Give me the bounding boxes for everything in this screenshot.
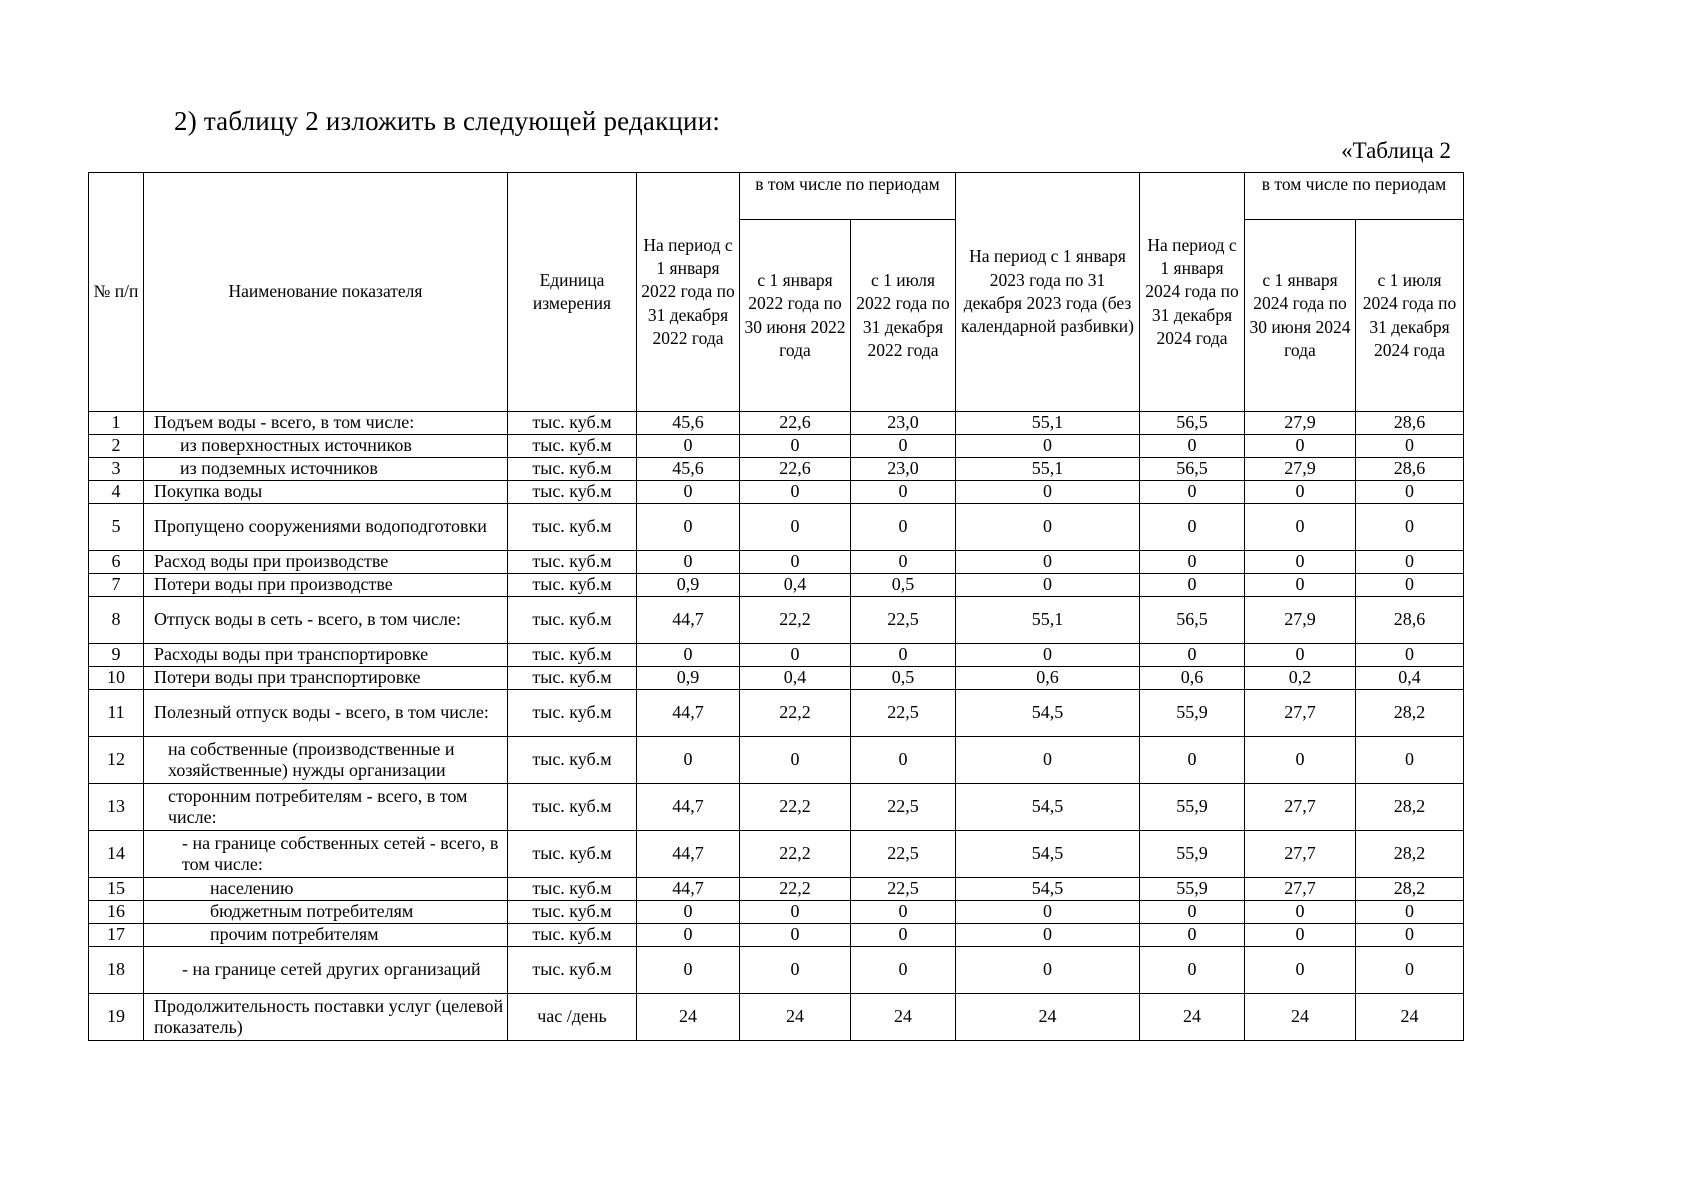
value-second-half-2022: 0 xyxy=(851,644,956,667)
value-2024: 0 xyxy=(1140,924,1245,947)
value-second-half-2024: 0,4 xyxy=(1356,667,1464,690)
value-2023: 0 xyxy=(956,901,1140,924)
value-2023: 0 xyxy=(956,737,1140,784)
table-row xyxy=(89,924,1464,947)
value-2023: 0 xyxy=(956,504,1140,551)
unit: тыс. куб.м xyxy=(508,458,637,481)
value-first-half-2024: 27,7 xyxy=(1245,831,1356,878)
value-2024: 55,9 xyxy=(1140,784,1245,831)
value-first-half-2024: 24 xyxy=(1245,994,1356,1041)
indicator-name: бюджетным потребителям xyxy=(144,901,508,924)
value-second-half-2024: 0 xyxy=(1356,574,1464,597)
value-first-half-2022: 0,4 xyxy=(740,667,851,690)
value-second-half-2022: 0 xyxy=(851,504,956,551)
value-2022: 44,7 xyxy=(637,878,740,901)
value-second-half-2022: 22,5 xyxy=(851,878,956,901)
value-first-half-2024: 0 xyxy=(1245,504,1356,551)
header-group-2022: в том числе по периодам xyxy=(740,173,956,220)
value-first-half-2024: 27,9 xyxy=(1245,458,1356,481)
value-first-half-2022: 0 xyxy=(740,947,851,994)
row-number: 4 xyxy=(89,481,144,504)
value-2022: 44,7 xyxy=(637,831,740,878)
value-second-half-2024: 28,6 xyxy=(1356,597,1464,644)
row-number: 6 xyxy=(89,551,144,574)
value-2022: 0 xyxy=(637,481,740,504)
value-2023: 54,5 xyxy=(956,784,1140,831)
table-row xyxy=(89,667,1464,690)
value-2023: 24 xyxy=(956,994,1140,1041)
row-number: 18 xyxy=(89,947,144,994)
table-row xyxy=(89,504,1464,551)
document-heading: 2) таблицу 2 изложить в следующей редакции: xyxy=(174,106,721,136)
indicator-name: - на границе сетей других организаций xyxy=(144,947,508,994)
value-2024: 0 xyxy=(1140,574,1245,597)
unit: тыс. куб.м xyxy=(508,435,637,458)
value-second-half-2022: 0,5 xyxy=(851,667,956,690)
indicator-name: Потери воды при транспортировке xyxy=(144,667,508,690)
value-2024: 0 xyxy=(1140,947,1245,994)
unit: тыс. куб.м xyxy=(508,504,637,551)
value-first-half-2022: 22,2 xyxy=(740,597,851,644)
value-second-half-2022: 0 xyxy=(851,947,956,994)
value-2024: 56,5 xyxy=(1140,458,1245,481)
table-row xyxy=(89,690,1464,737)
header-indicator-name: Наименование показателя xyxy=(144,173,508,412)
value-first-half-2022: 0 xyxy=(740,504,851,551)
header-unit: Единица измерения xyxy=(508,173,637,412)
value-first-half-2024: 0 xyxy=(1245,481,1356,504)
value-2023: 55,1 xyxy=(956,458,1140,481)
row-number: 12 xyxy=(89,737,144,784)
value-first-half-2022: 22,6 xyxy=(740,412,851,435)
value-second-half-2024: 0 xyxy=(1356,504,1464,551)
value-second-half-2022: 23,0 xyxy=(851,412,956,435)
value-first-half-2022: 0 xyxy=(740,924,851,947)
unit: тыс. куб.м xyxy=(508,947,637,994)
value-second-half-2024: 0 xyxy=(1356,901,1464,924)
value-first-half-2024: 27,7 xyxy=(1245,784,1356,831)
value-first-half-2024: 27,7 xyxy=(1245,878,1356,901)
value-2024: 0 xyxy=(1140,551,1245,574)
value-second-half-2022: 0 xyxy=(851,551,956,574)
value-2024: 0 xyxy=(1140,504,1245,551)
value-first-half-2022: 0 xyxy=(740,435,851,458)
unit: тыс. куб.м xyxy=(508,574,637,597)
row-number: 15 xyxy=(89,878,144,901)
value-second-half-2022: 0 xyxy=(851,737,956,784)
value-2023: 55,1 xyxy=(956,412,1140,435)
indicator-name: из подземных источников xyxy=(144,458,508,481)
value-2022: 45,6 xyxy=(637,412,740,435)
value-2022: 0 xyxy=(637,737,740,784)
value-2024: 0 xyxy=(1140,737,1245,784)
value-2022: 45,6 xyxy=(637,458,740,481)
header-first-half-2024: с 1 января 2024 года по 30 июня 2024 года xyxy=(1245,220,1356,412)
table-row xyxy=(89,947,1464,994)
table-row xyxy=(89,435,1464,458)
row-number: 9 xyxy=(89,644,144,667)
value-2023: 54,5 xyxy=(956,690,1140,737)
indicator-name: Отпуск воды в сеть - всего, в том числе: xyxy=(144,597,508,644)
row-number: 19 xyxy=(89,994,144,1041)
value-second-half-2022: 0 xyxy=(851,924,956,947)
unit: тыс. куб.м xyxy=(508,690,637,737)
header-number: № п/п xyxy=(89,173,144,412)
value-second-half-2022: 0 xyxy=(851,901,956,924)
row-number: 17 xyxy=(89,924,144,947)
value-2022: 0 xyxy=(637,435,740,458)
value-2023: 0 xyxy=(956,435,1140,458)
value-2022: 44,7 xyxy=(637,784,740,831)
unit: тыс. куб.м xyxy=(508,667,637,690)
unit: тыс. куб.м xyxy=(508,737,637,784)
value-second-half-2022: 0 xyxy=(851,481,956,504)
value-second-half-2022: 22,5 xyxy=(851,784,956,831)
value-second-half-2024: 0 xyxy=(1356,924,1464,947)
unit: тыс. куб.м xyxy=(508,924,637,947)
unit: тыс. куб.м xyxy=(508,481,637,504)
value-second-half-2024: 28,2 xyxy=(1356,690,1464,737)
row-number: 10 xyxy=(89,667,144,690)
table-row xyxy=(89,737,1464,784)
value-2024: 0 xyxy=(1140,435,1245,458)
value-first-half-2024: 0 xyxy=(1245,435,1356,458)
indicator-name: Расходы воды при транспортировке xyxy=(144,644,508,667)
value-second-half-2024: 0 xyxy=(1356,435,1464,458)
row-number: 14 xyxy=(89,831,144,878)
value-2024: 24 xyxy=(1140,994,1245,1041)
value-first-half-2022: 24 xyxy=(740,994,851,1041)
indicator-name: - на границе собственных сетей - всего, в том числе: xyxy=(144,831,508,878)
value-2022: 0,9 xyxy=(637,574,740,597)
row-number: 13 xyxy=(89,784,144,831)
value-2022: 44,7 xyxy=(637,690,740,737)
header-second-half-2022: с 1 июля 2022 года по 31 декабря 2022 года xyxy=(851,220,956,412)
table-row xyxy=(89,412,1464,435)
value-second-half-2024: 28,2 xyxy=(1356,784,1464,831)
row-number: 11 xyxy=(89,690,144,737)
table-header xyxy=(89,173,1464,412)
value-2022: 0 xyxy=(637,947,740,994)
value-2023: 0 xyxy=(956,947,1140,994)
indicator-name: Подъем воды - всего, в том числе: xyxy=(144,412,508,435)
value-2024: 0 xyxy=(1140,644,1245,667)
value-first-half-2024: 0 xyxy=(1245,737,1356,784)
table-row xyxy=(89,831,1464,878)
value-first-half-2024: 27,7 xyxy=(1245,690,1356,737)
unit: тыс. куб.м xyxy=(508,784,637,831)
unit: тыс. куб.м xyxy=(508,831,637,878)
value-second-half-2024: 28,6 xyxy=(1356,412,1464,435)
row-number: 7 xyxy=(89,574,144,597)
value-first-half-2022: 0 xyxy=(740,644,851,667)
value-second-half-2024: 28,6 xyxy=(1356,458,1464,481)
row-number: 1 xyxy=(89,412,144,435)
value-2022: 0 xyxy=(637,504,740,551)
value-first-half-2024: 0 xyxy=(1245,901,1356,924)
value-2022: 24 xyxy=(637,994,740,1041)
value-2022: 0,9 xyxy=(637,667,740,690)
value-second-half-2022: 22,5 xyxy=(851,597,956,644)
value-first-half-2022: 22,2 xyxy=(740,784,851,831)
value-first-half-2022: 22,6 xyxy=(740,458,851,481)
header-period-2024: На период с 1 января 2024 года по 31 декабря 2024 года xyxy=(1140,173,1245,412)
indicator-name: сторонним потребителям - всего, в том числе: xyxy=(144,784,508,831)
table-caption: «Таблица 2 xyxy=(1341,138,1451,163)
value-first-half-2022: 0 xyxy=(740,481,851,504)
value-second-half-2024: 0 xyxy=(1356,644,1464,667)
value-first-half-2024: 0,2 xyxy=(1245,667,1356,690)
value-second-half-2022: 22,5 xyxy=(851,831,956,878)
value-first-half-2022: 0 xyxy=(740,737,851,784)
table-row xyxy=(89,878,1464,901)
value-second-half-2022: 24 xyxy=(851,994,956,1041)
value-2024: 0,6 xyxy=(1140,667,1245,690)
header-second-half-2024: с 1 июля 2024 года по 31 декабря 2024 года xyxy=(1356,220,1464,412)
value-second-half-2022: 22,5 xyxy=(851,690,956,737)
value-2023: 0 xyxy=(956,481,1140,504)
unit: тыс. куб.м xyxy=(508,597,637,644)
value-2024: 56,5 xyxy=(1140,597,1245,644)
value-second-half-2022: 0 xyxy=(851,435,956,458)
unit: тыс. куб.м xyxy=(508,878,637,901)
water-balance-table xyxy=(88,172,1464,1041)
table-row xyxy=(89,901,1464,924)
value-second-half-2024: 0 xyxy=(1356,481,1464,504)
row-number: 2 xyxy=(89,435,144,458)
indicator-name: Потери воды при производстве xyxy=(144,574,508,597)
unit: тыс. куб.м xyxy=(508,551,637,574)
value-second-half-2024: 0 xyxy=(1356,551,1464,574)
indicator-name: на собственные (производственные и хозяйственные) нужды организации xyxy=(144,737,508,784)
unit: тыс. куб.м xyxy=(508,644,637,667)
table-row xyxy=(89,574,1464,597)
value-2023: 0 xyxy=(956,644,1140,667)
value-second-half-2024: 28,2 xyxy=(1356,878,1464,901)
row-number: 8 xyxy=(89,597,144,644)
value-first-half-2022: 22,2 xyxy=(740,831,851,878)
indicator-name: населению xyxy=(144,878,508,901)
value-2023: 55,1 xyxy=(956,597,1140,644)
value-second-half-2022: 23,0 xyxy=(851,458,956,481)
header-period-2023: На период с 1 января 2023 года по 31 декабря 2023 года (без календарной разбивки) xyxy=(956,173,1140,412)
value-first-half-2024: 0 xyxy=(1245,924,1356,947)
value-2023: 0 xyxy=(956,924,1140,947)
value-second-half-2022: 0,5 xyxy=(851,574,956,597)
value-2023: 0 xyxy=(956,551,1140,574)
value-2024: 56,5 xyxy=(1140,412,1245,435)
value-first-half-2024: 0 xyxy=(1245,644,1356,667)
unit: тыс. куб.м xyxy=(508,901,637,924)
value-first-half-2022: 22,2 xyxy=(740,690,851,737)
value-second-half-2024: 0 xyxy=(1356,737,1464,784)
indicator-name: Расход воды при производстве xyxy=(144,551,508,574)
row-number: 5 xyxy=(89,504,144,551)
value-2024: 55,9 xyxy=(1140,831,1245,878)
value-first-half-2024: 0 xyxy=(1245,551,1356,574)
value-second-half-2024: 0 xyxy=(1356,947,1464,994)
indicator-name: из поверхностных источников xyxy=(144,435,508,458)
table-body xyxy=(89,412,1464,1041)
value-2022: 44,7 xyxy=(637,597,740,644)
table-row xyxy=(89,597,1464,644)
value-first-half-2024: 27,9 xyxy=(1245,597,1356,644)
value-2022: 0 xyxy=(637,901,740,924)
value-first-half-2022: 0 xyxy=(740,551,851,574)
value-2023: 0 xyxy=(956,574,1140,597)
table-row xyxy=(89,994,1464,1041)
value-2024: 0 xyxy=(1140,481,1245,504)
table-row xyxy=(89,784,1464,831)
header-first-half-2022: с 1 января 2022 года по 30 июня 2022 года xyxy=(740,220,851,412)
value-first-half-2022: 0,4 xyxy=(740,574,851,597)
value-2023: 54,5 xyxy=(956,878,1140,901)
value-2022: 0 xyxy=(637,924,740,947)
indicator-name: Продолжительность поставки услуг (целевой показатель) xyxy=(144,994,508,1041)
table-row xyxy=(89,481,1464,504)
value-2024: 0 xyxy=(1140,901,1245,924)
row-number: 16 xyxy=(89,901,144,924)
value-2024: 55,9 xyxy=(1140,878,1245,901)
value-first-half-2022: 0 xyxy=(740,901,851,924)
row-number: 3 xyxy=(89,458,144,481)
indicator-name: прочим потребителям xyxy=(144,924,508,947)
value-second-half-2024: 24 xyxy=(1356,994,1464,1041)
table-row xyxy=(89,644,1464,667)
indicator-name: Полезный отпуск воды - всего, в том числе: xyxy=(144,690,508,737)
value-first-half-2024: 0 xyxy=(1245,947,1356,994)
value-first-half-2024: 27,9 xyxy=(1245,412,1356,435)
unit: час /день xyxy=(508,994,637,1041)
unit: тыс. куб.м xyxy=(508,412,637,435)
header-group-2024: в том числе по периодам xyxy=(1245,173,1464,220)
value-2022: 0 xyxy=(637,551,740,574)
value-second-half-2024: 28,2 xyxy=(1356,831,1464,878)
indicator-name: Пропущено сооружениями водоподготовки xyxy=(144,504,508,551)
value-first-half-2022: 22,2 xyxy=(740,878,851,901)
value-2022: 0 xyxy=(637,644,740,667)
header-period-2022: На период с 1 января 2022 года по 31 декабря 2022 года xyxy=(637,173,740,412)
value-first-half-2024: 0 xyxy=(1245,574,1356,597)
indicator-name: Покупка воды xyxy=(144,481,508,504)
value-2023: 54,5 xyxy=(956,831,1140,878)
value-2023: 0,6 xyxy=(956,667,1140,690)
table-row xyxy=(89,458,1464,481)
value-2024: 55,9 xyxy=(1140,690,1245,737)
table-row xyxy=(89,551,1464,574)
